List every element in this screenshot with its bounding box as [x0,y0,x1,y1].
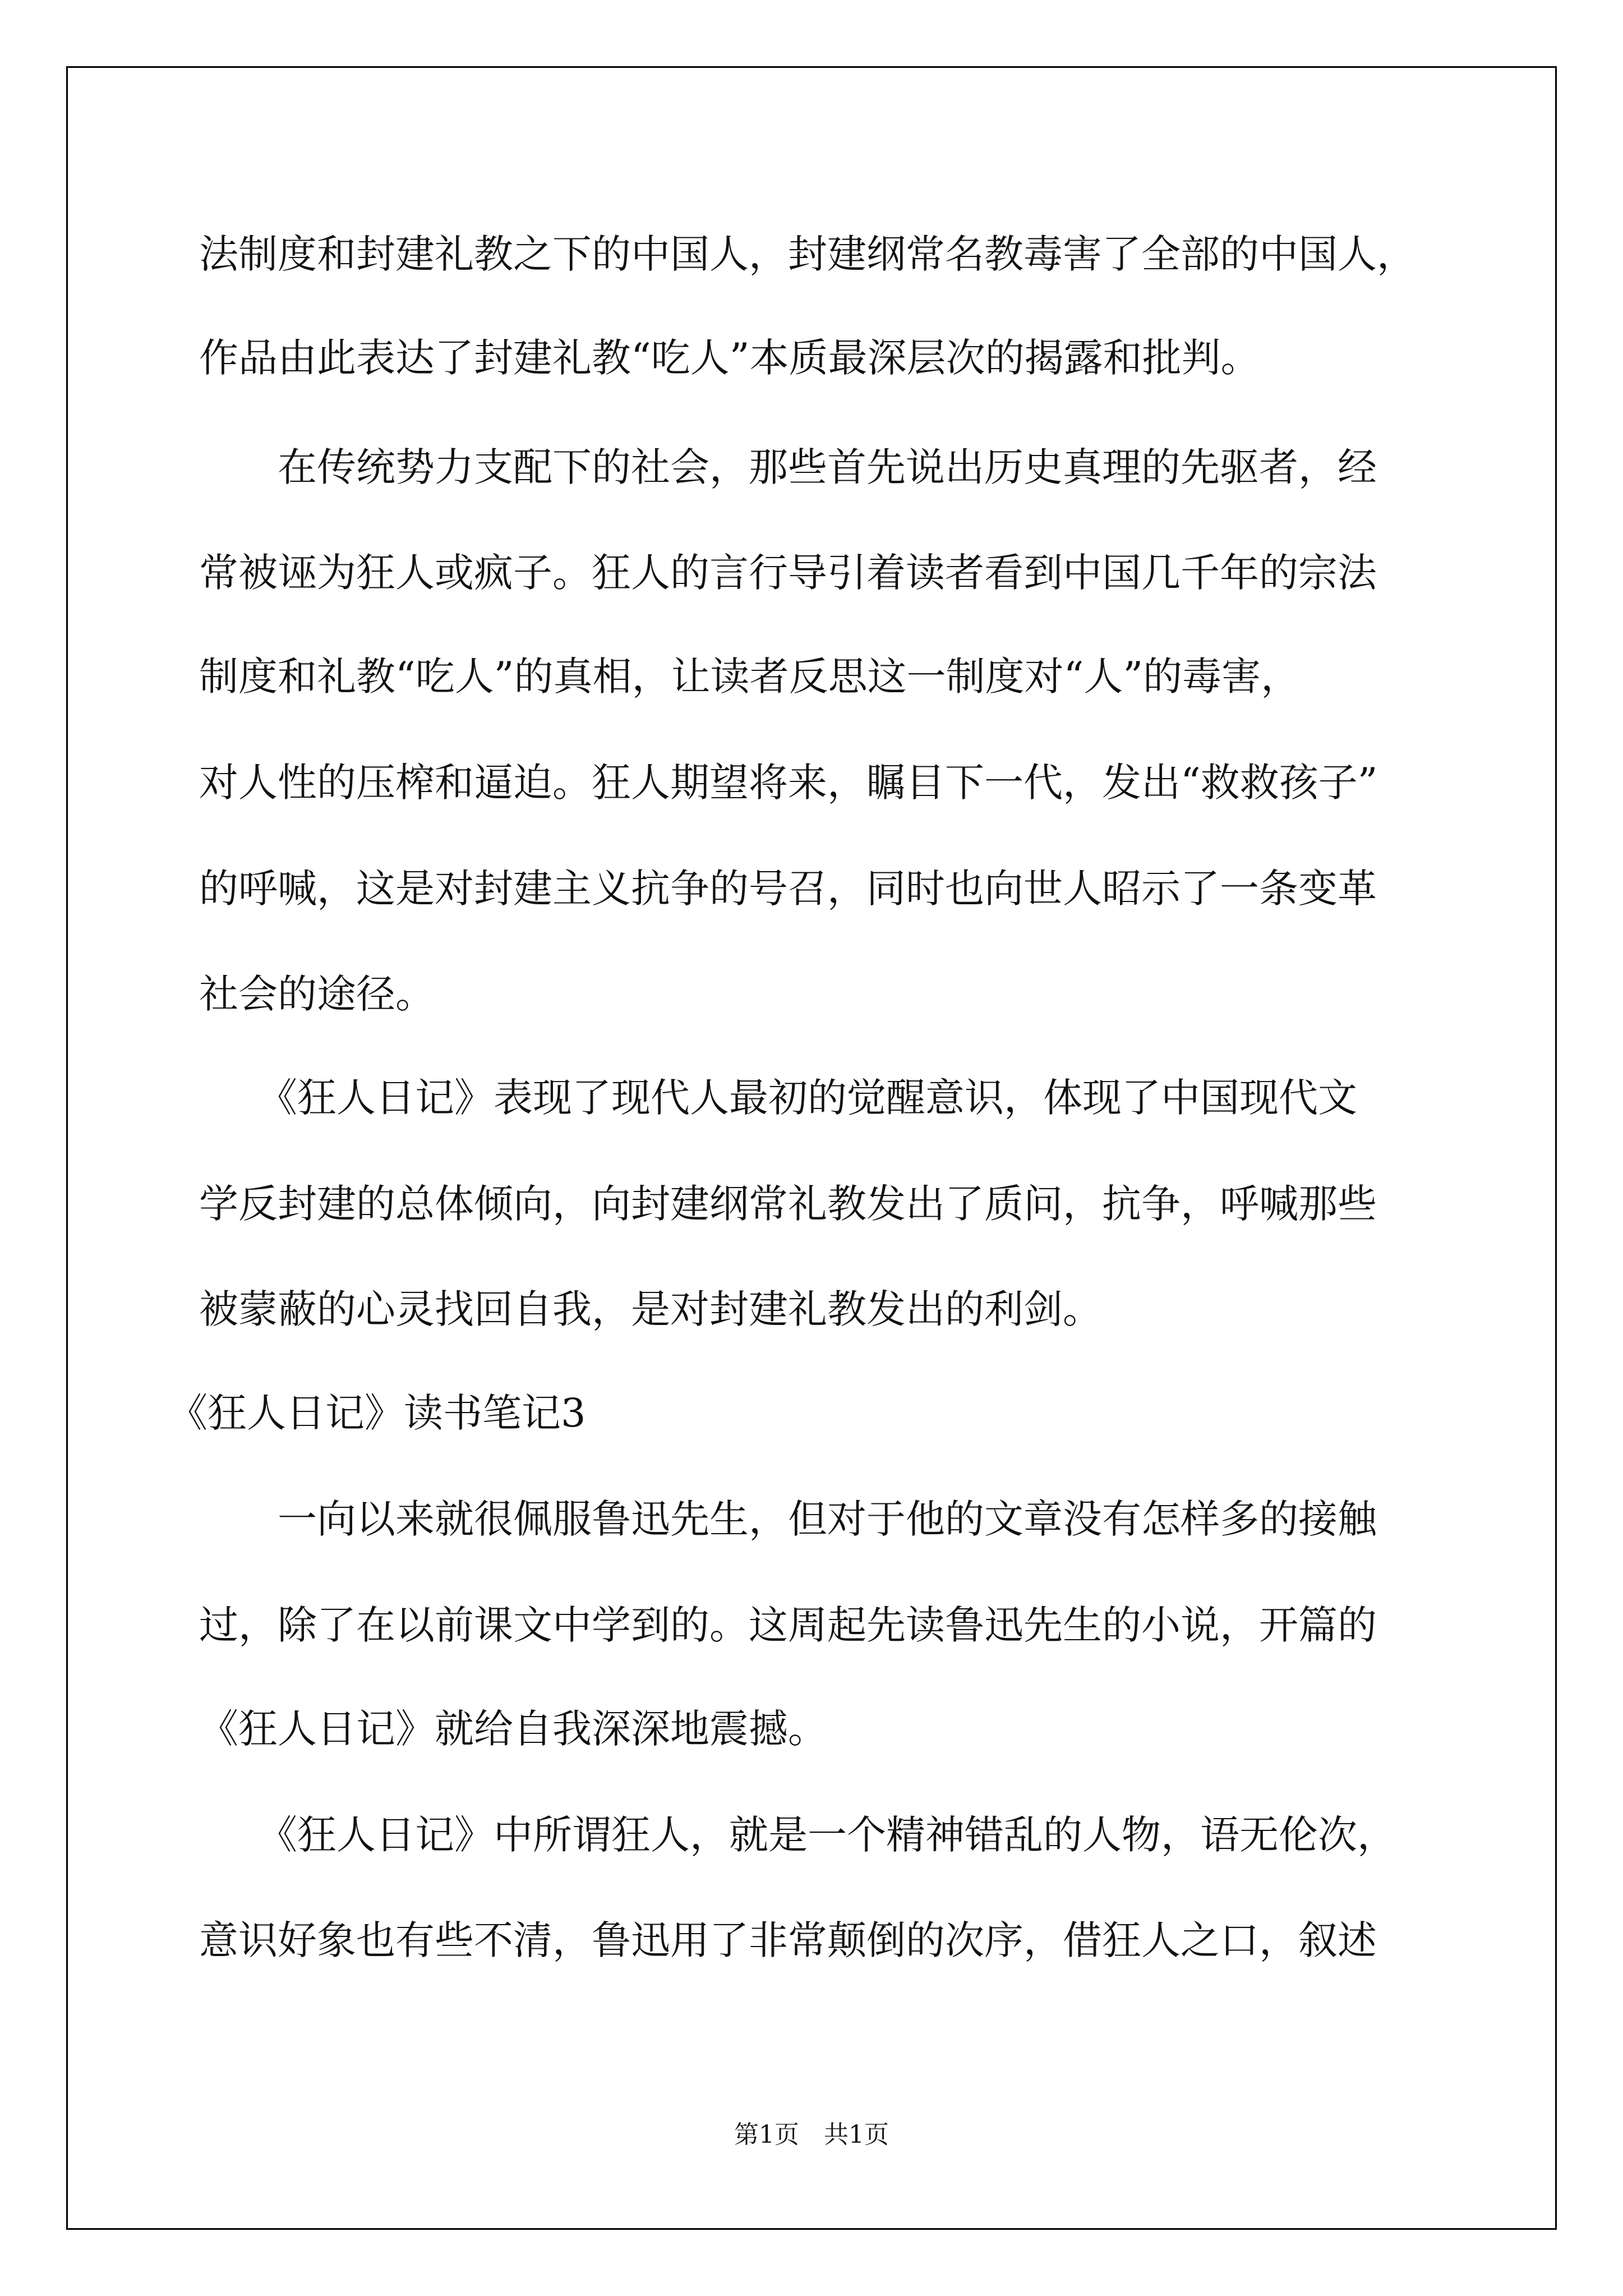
page-border [66,66,1557,2230]
body-line-8: 社会的途径。 [199,971,435,1017]
body-line-7: 的呼喊，这是对封建主义抗争的号召，同时也向世人昭示了一条变革 [199,866,1377,912]
body-line-5: 制度和礼教“吃人”的真相，让读者反思这一制度对“人”的毒害， [199,654,1301,700]
body-line-10: 学反封建的总体倾向，向封建纲常礼教发出了质问，抗争，呼喊那些 [199,1181,1377,1227]
body-line-12: 一向以来就很佩服鲁迅先生，但对于他的文章没有怎样多的接触 [199,1496,1377,1542]
body-line-15: 《狂人日记》中所谓狂人，就是一个精神错乱的人物，语无伦次， [199,1812,1396,1858]
section-heading: 《狂人日记》读书笔记3 [168,1390,586,1436]
body-line-2: 作品由此表达了封建礼教“吃人”本质最深层次的揭露和批判。 [199,335,1260,381]
body-line-16: 意识好象也有些不清，鲁迅用了非常颠倒的次序，借狂人之口，叙述 [199,1917,1377,1963]
body-line-6: 对人性的压榨和逼迫。狂人期望将来，瞩目下一代，发出“救救孩子” [199,760,1378,806]
body-line-3: 在传统势力支配下的社会，那些首先说出历史真理的先驱者，经 [199,444,1377,490]
body-line-13: 过，除了在以前课文中学到的。这周起先读鲁迅先生的小说，开篇的 [199,1602,1377,1648]
body-line-1: 法制度和封建礼教之下的中国人，封建纲常名教毒害了全部的中国人， [199,231,1416,277]
body-line-4: 常被诬为狂人或疯子。狂人的言行导引着读者看到中国几千年的宗法 [199,550,1377,596]
body-line-14: 《狂人日记》就给自我深深地震撼。 [199,1706,827,1752]
page-footer: 第1页 共1页 [734,2120,889,2149]
body-line-9: 《狂人日记》表现了现代人最初的觉醒意识，体现了中国现代文 [199,1075,1357,1121]
body-line-11: 被蒙蔽的心灵找回自我，是对封建礼教发出的利剑。 [199,1286,1102,1332]
